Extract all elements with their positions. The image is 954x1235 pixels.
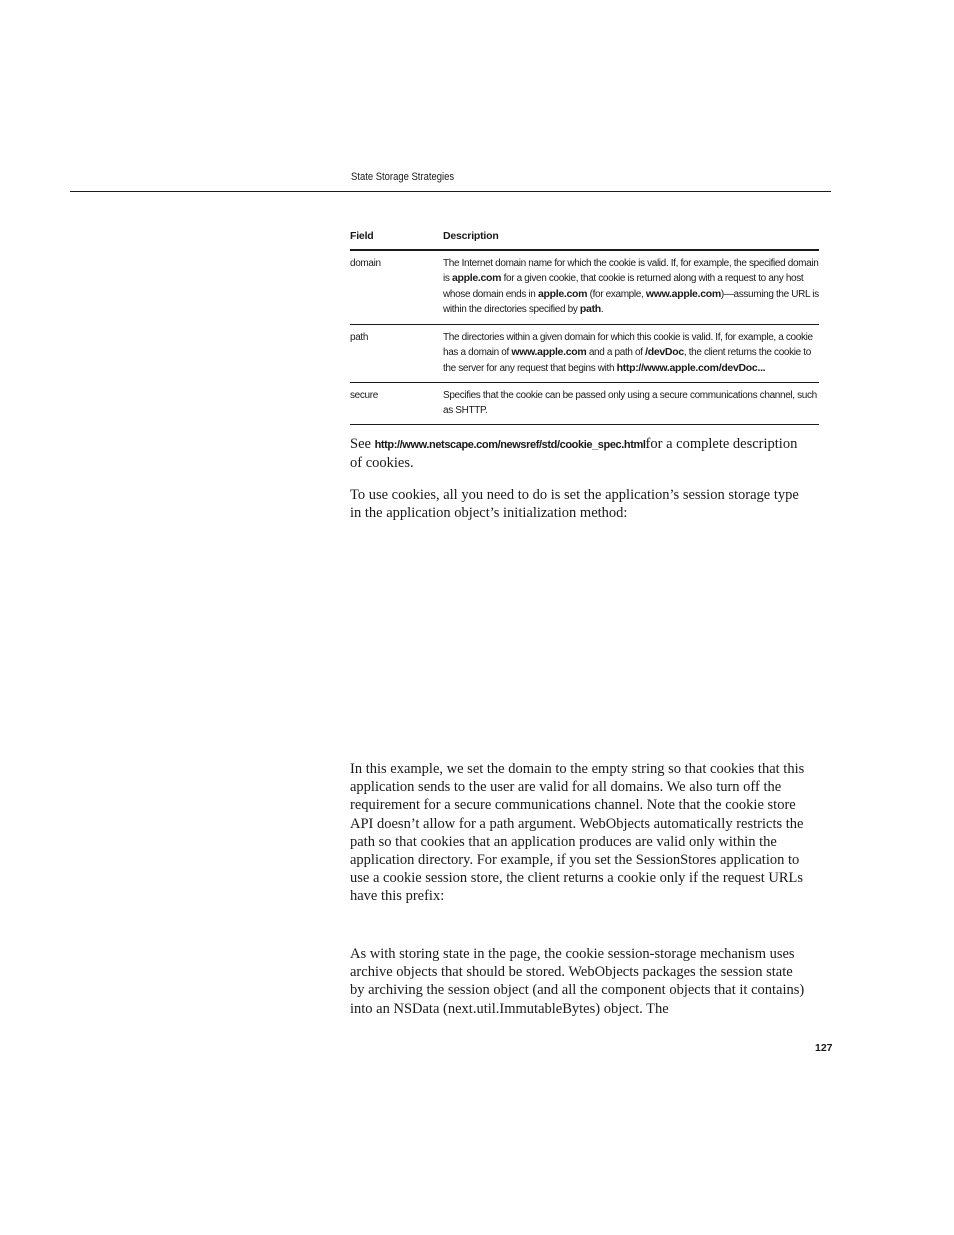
code-term: /devDoc xyxy=(645,346,684,358)
code-term: www.apple.com xyxy=(511,346,587,358)
see-suffix: for a complete description of cookies. xyxy=(350,436,798,472)
cookie-fields-table xyxy=(350,226,819,425)
table-header-row xyxy=(350,226,819,250)
column-header-field: Field xyxy=(350,226,443,250)
see-prefix: See xyxy=(350,436,375,452)
description-text: , the client returns the cookie to the server for any request that begins with xyxy=(443,347,811,374)
code-term: apple.com xyxy=(451,272,502,284)
field-description-cell xyxy=(443,383,819,425)
description-text: )—assuming the URL is within the directories specified by xyxy=(443,288,819,315)
code-term: http://www.apple.com/devDoc... xyxy=(616,361,766,374)
header-rule xyxy=(70,191,831,192)
description-text: . xyxy=(600,304,604,315)
archive-paragraph: As with storing state in the page, the cookie session-storage mechanism uses archive objects that should be stored. WebObjects packages the session state by archiving the session object (and all the component objects that it contains) into an NSData (next.util.ImmutableBytes) object. The xyxy=(350,946,805,1017)
see-paragraph xyxy=(350,435,810,472)
code-term: www.apple.com xyxy=(645,287,721,300)
description-text: (for example, xyxy=(587,288,646,300)
running-header: State Storage Strategies xyxy=(351,171,455,183)
field-name-cell: secure xyxy=(350,383,443,425)
page-number: 127 xyxy=(815,1042,833,1054)
field-description-cell xyxy=(443,250,819,325)
description-text: The directories within a given domain for which this cookie is valid. If, for example, a cookie has a domain of xyxy=(443,331,813,358)
table-row xyxy=(350,383,819,425)
cookie-spec-link: http://www.netscape.com/newsref/std/cookie_spec.html xyxy=(374,439,646,451)
field-name-cell: path xyxy=(350,324,443,383)
code-term: apple.com xyxy=(537,287,588,300)
code-term: path xyxy=(579,303,601,315)
column-header-description: Description xyxy=(443,226,819,250)
field-name-cell: domain xyxy=(350,250,443,325)
description-text: and a path of xyxy=(586,347,646,358)
domain-explanation-paragraph: In this example, we set the domain to the empty string so that cookies that this application sends to the user are valid for all domains. We also turn off the requirement for a secure communications channel. Note that the cookie store API doesn’t allow for a path argument. WebObjects automatically restricts the path so that cookies that an application produces are valid only within the application directory. For example, if you set the SessionStores application to use a cookie session store, the client returns a cookie only if the request URLs have this prefix: xyxy=(350,761,805,905)
usage-paragraph: To use cookies, all you need to do is set the application’s session storage type in the application object’s initialization method: xyxy=(350,487,799,522)
description-text: The Internet domain name for which the cookie is valid. If, for example, the specified domain is xyxy=(443,257,819,284)
table-row xyxy=(350,324,819,383)
table-row xyxy=(350,250,819,325)
table-body xyxy=(350,250,819,425)
description-text: for a given cookie, that cookie is returned along with a request to any host whose domain ends in xyxy=(443,273,804,300)
description-text: Specifies that the cookie can be passed only using a secure communications channel, such as SHTTP. xyxy=(443,390,817,416)
field-description-cell xyxy=(443,324,819,383)
